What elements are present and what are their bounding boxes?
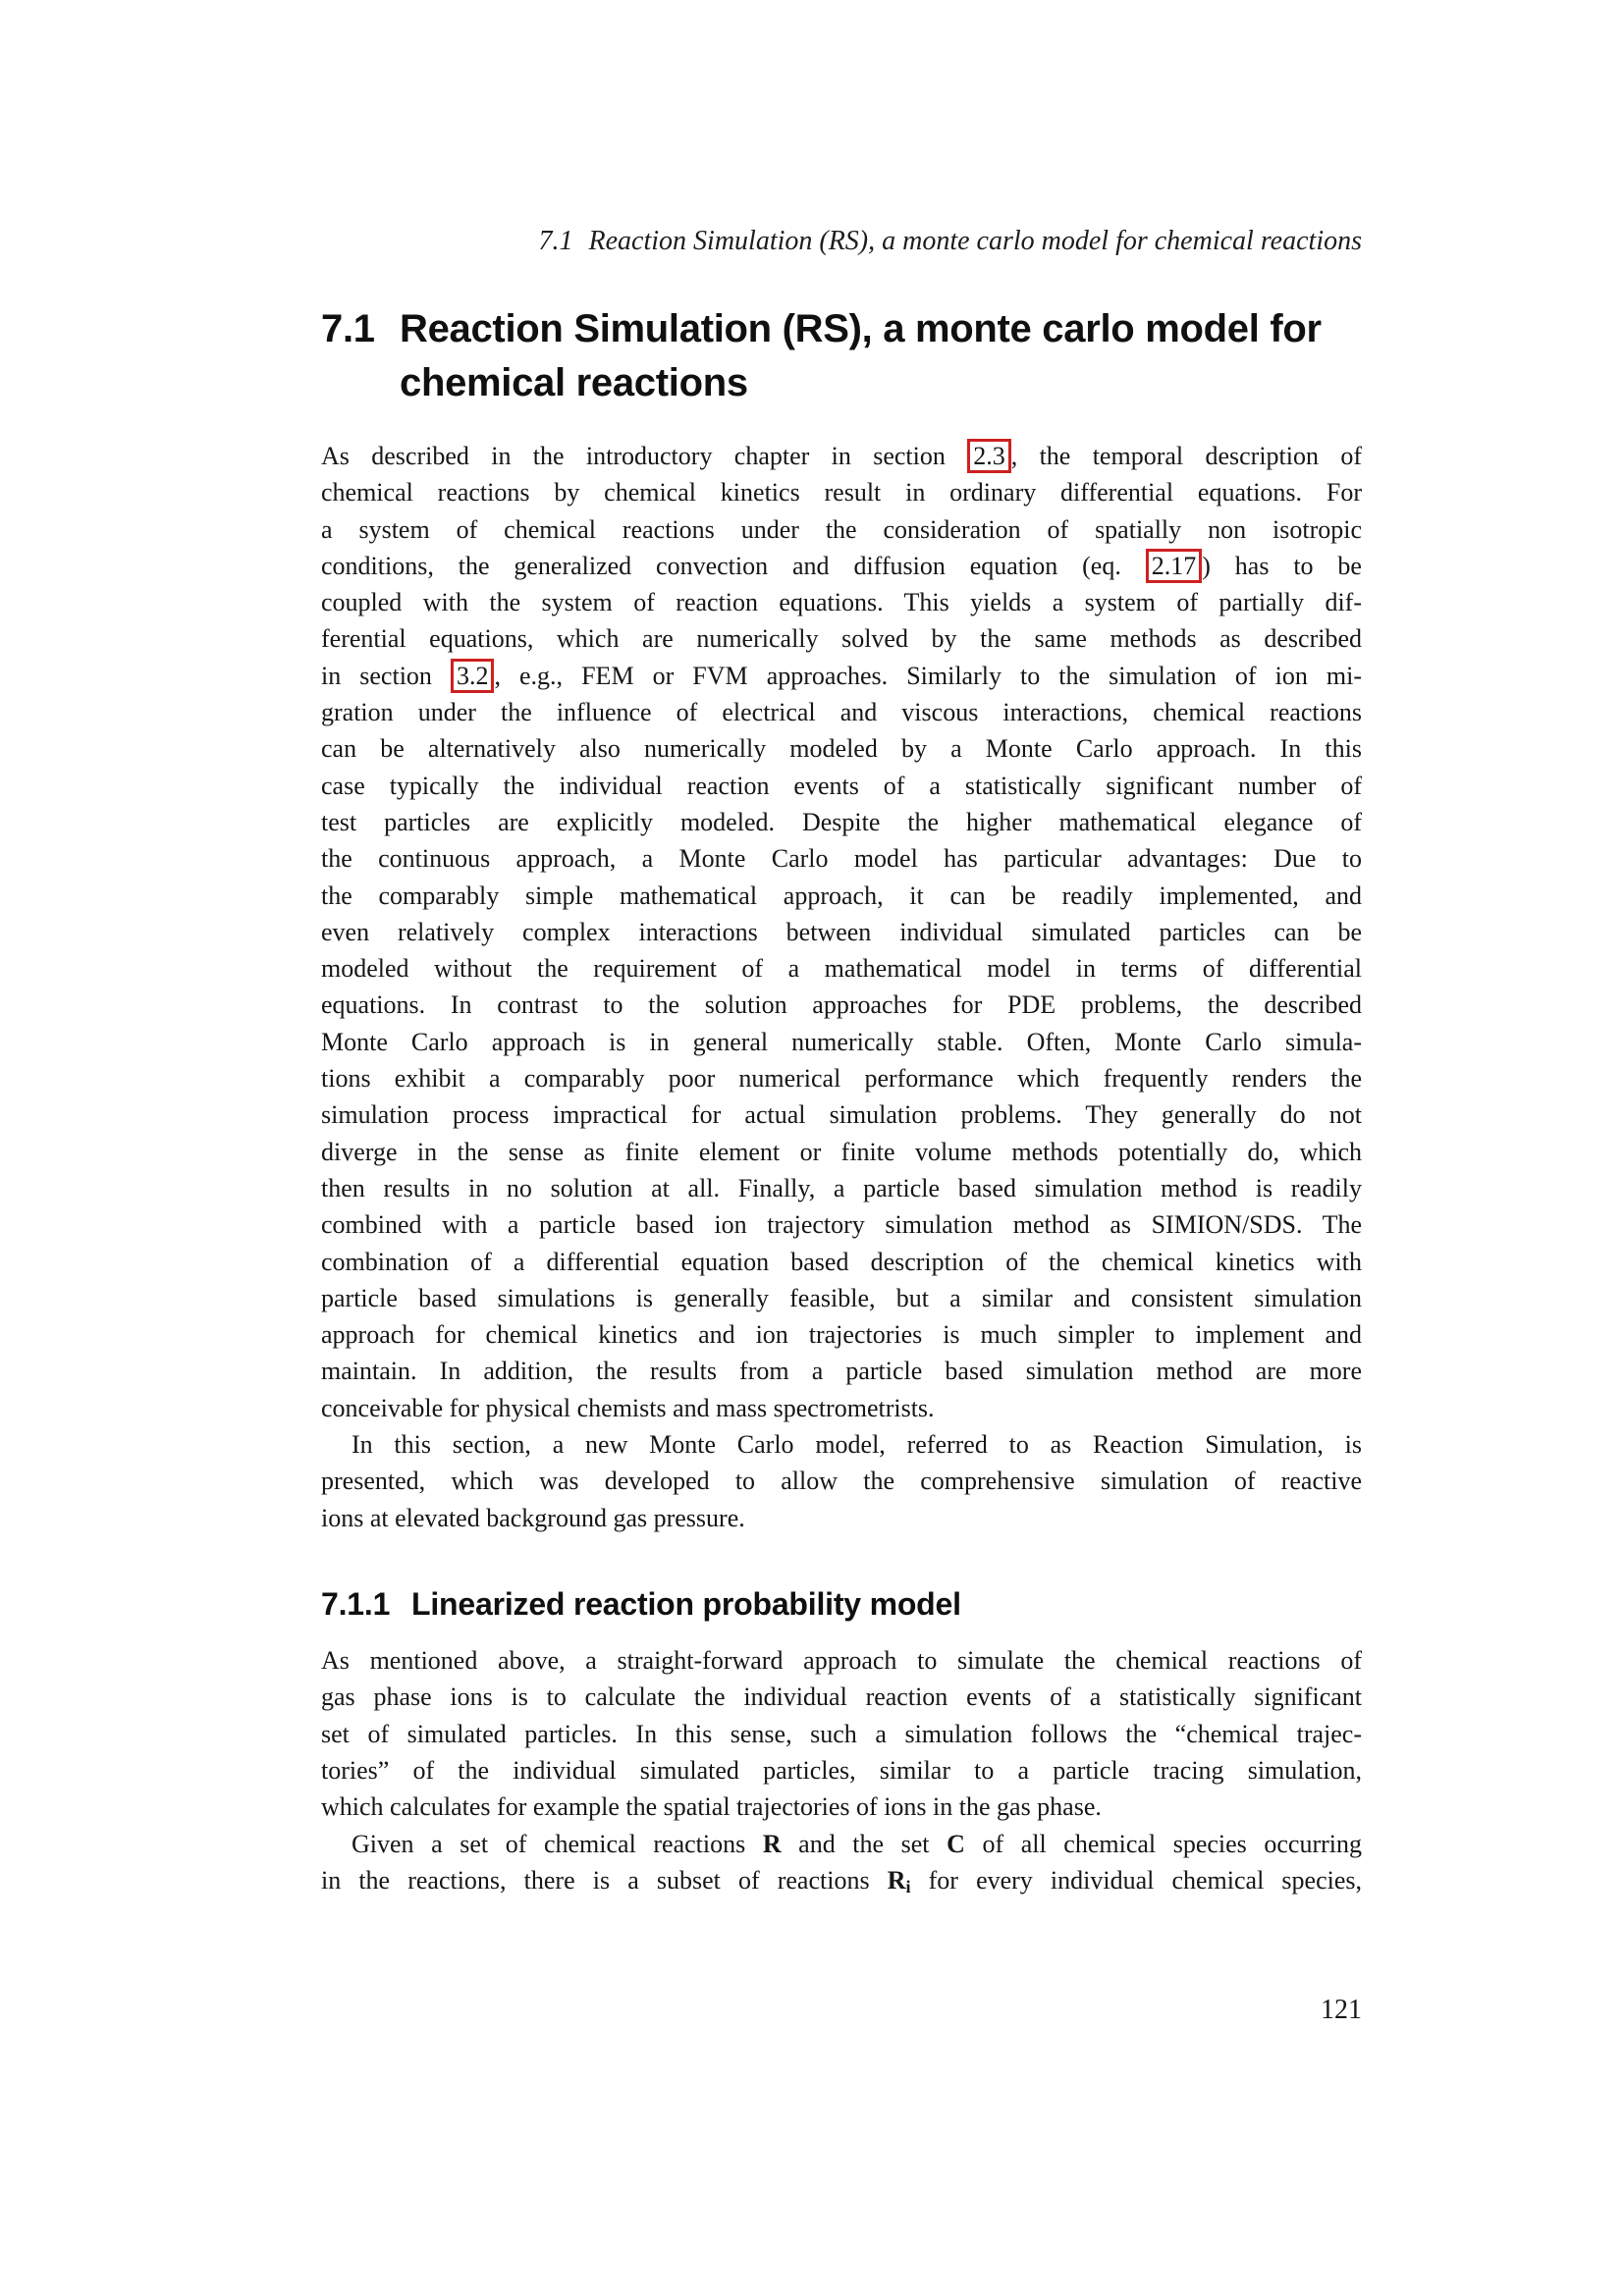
math-symbol: C bbox=[947, 1830, 965, 1858]
text-line bbox=[321, 1390, 1362, 1426]
text-line bbox=[321, 878, 1362, 914]
text-segment: combination of a differential equation based description of the chemical kinetics with bbox=[321, 1247, 1362, 1276]
text-segment: the comparably simple mathematical approach, it can be readily implemented, and bbox=[321, 881, 1362, 910]
text-line bbox=[321, 1789, 1362, 1825]
text-segment: gas phase ions is to calculate the individual reaction events of a statistically significant bbox=[321, 1682, 1362, 1712]
math-symbol: i bbox=[905, 1877, 911, 1897]
text-line bbox=[321, 840, 1362, 877]
text-segment: modeled without the requirement of a mathematical model in terms of differential bbox=[321, 954, 1362, 984]
text-line bbox=[321, 1716, 1362, 1752]
paragraph-linearized-model bbox=[321, 1642, 1362, 1825]
text-segment: set of simulated particles. In this sense, such a simulation follows the “chemical trajec- bbox=[321, 1719, 1362, 1748]
text-segment: the continuous approach, a Monte Carlo model has particular advantages: Due to bbox=[321, 844, 1362, 874]
text-line bbox=[321, 1500, 1362, 1536]
text-line bbox=[321, 730, 1362, 767]
text-segment: ions at elevated background gas pressure. bbox=[321, 1503, 745, 1532]
text-segment: Given a set of chemical reactions bbox=[352, 1830, 763, 1858]
text-line bbox=[321, 584, 1362, 620]
text-segment: simulation process impractical for actual simulation problems. They generally do not bbox=[321, 1100, 1362, 1130]
text-line bbox=[321, 548, 1362, 584]
text-line bbox=[321, 474, 1362, 510]
running-header bbox=[321, 225, 1362, 258]
page-number: 121 bbox=[1321, 1995, 1362, 2025]
text-segment: tions exhibit a comparably poor numerical performance which frequently renders the bbox=[321, 1064, 1362, 1094]
text-line bbox=[321, 694, 1362, 730]
text-line bbox=[321, 1024, 1362, 1060]
text-line bbox=[321, 1316, 1362, 1353]
text-line bbox=[321, 438, 1362, 474]
text-segment: and the set bbox=[781, 1830, 947, 1858]
section-ref-link[interactable]: 2.17 bbox=[1146, 549, 1203, 583]
text-line bbox=[321, 1826, 1362, 1862]
text-segment: approach for chemical kinetics and ion trajectories is much simpler to implement and bbox=[321, 1320, 1362, 1350]
section-heading-line1 bbox=[321, 302, 1499, 356]
text-segment: conditions, the generalized convection and diffusion equation (eq. bbox=[321, 551, 1146, 580]
running-header-title: Reaction Simulation (RS), a monte carlo model for chemical reactions bbox=[588, 226, 1362, 256]
text-line bbox=[321, 987, 1362, 1023]
text-line bbox=[321, 950, 1362, 987]
paragraph-intro bbox=[321, 438, 1362, 1426]
text-segment: diverge in the sense as finite element or finite volume methods potentially do, which bbox=[321, 1137, 1362, 1166]
text-line bbox=[321, 658, 1362, 694]
text-line bbox=[321, 1679, 1362, 1715]
text-line bbox=[321, 1206, 1362, 1243]
text-segment: in section bbox=[321, 661, 451, 690]
text-line bbox=[321, 620, 1362, 657]
text-line bbox=[321, 1426, 1362, 1463]
text-line bbox=[321, 1752, 1362, 1789]
text-segment: As mentioned above, a straight-forward approach to simulate the chemical reactions of bbox=[321, 1646, 1362, 1675]
text-segment: in the reactions, there is a subset of reactions bbox=[321, 1866, 888, 1896]
math-symbol: R bbox=[887, 1866, 906, 1896]
math-symbol: R bbox=[762, 1830, 782, 1858]
text-line bbox=[321, 1060, 1362, 1096]
section-heading bbox=[321, 302, 1499, 410]
text-segment: In this section, a new Monte Carlo model, referred to as Reaction Simulation, is bbox=[352, 1430, 1362, 1459]
text-line bbox=[321, 1642, 1362, 1679]
text-segment: case typically the individual reaction events of a statistically significant number of bbox=[321, 771, 1362, 800]
section-number: 7.1 bbox=[321, 307, 375, 350]
text-line bbox=[321, 1280, 1362, 1316]
section-title-line2: chemical reactions bbox=[400, 361, 748, 404]
section-ref-link[interactable]: 3.2 bbox=[451, 659, 495, 693]
text-segment: combined with a particle based ion trajectory simulation method as SIMION/SDS. The bbox=[321, 1210, 1362, 1240]
section-ref-link[interactable]: 2.3 bbox=[967, 439, 1011, 473]
text-segment: chemical reactions by chemical kinetics result in ordinary differential equations. For bbox=[321, 478, 1362, 507]
text-segment: coupled with the system of reaction equations. This yields a system of partially dif- bbox=[321, 588, 1362, 617]
text-segment: conceivable for physical chemists and mass spectrometrists. bbox=[321, 1393, 935, 1422]
text-segment: particle based simulations is generally feasible, but a similar and consistent simulation bbox=[321, 1283, 1362, 1312]
text-segment: , e.g., FEM or FVM approaches. Similarly to the simulation of ion mi- bbox=[494, 661, 1362, 690]
text-line bbox=[321, 768, 1362, 804]
text-line bbox=[321, 1463, 1362, 1499]
paragraph-this-section bbox=[321, 1426, 1362, 1536]
text-segment: As described in the introductory chapter in section bbox=[321, 442, 968, 470]
text-line bbox=[321, 804, 1362, 840]
text-line bbox=[321, 1862, 1362, 1898]
text-segment: tories” of the individual simulated particles, similar to a particle tracing simulation, bbox=[321, 1755, 1362, 1785]
text-line bbox=[321, 1096, 1362, 1133]
text-segment: can be alternatively also numerically modeled by a Monte Carlo approach. In this bbox=[321, 734, 1362, 764]
text-line bbox=[321, 1353, 1362, 1389]
text-segment: ferential equations, which are numerically solved by the same methods as described bbox=[321, 624, 1362, 654]
text-line bbox=[321, 1244, 1362, 1280]
text-segment: even relatively complex interactions between individual simulated particles can be bbox=[321, 917, 1362, 946]
text-line bbox=[321, 511, 1362, 548]
subsection-heading bbox=[321, 1583, 1401, 1625]
text-segment: , the temporal description of bbox=[1010, 442, 1363, 470]
text-segment: a system of chemical reactions under the consideration of spatially non isotropic bbox=[321, 514, 1362, 544]
text-line bbox=[321, 1170, 1362, 1206]
text-segment: which calculates for example the spatial trajectories of ions in the gas phase. bbox=[321, 1792, 1102, 1822]
text-segment: maintain. In addition, the results from a particle based simulation method are more bbox=[321, 1357, 1362, 1386]
text-segment: of all chemical species occurring bbox=[964, 1830, 1363, 1858]
text-line bbox=[321, 1134, 1362, 1170]
text-segment: test particles are explicitly modeled. Despite the higher mathematical elegance of bbox=[321, 807, 1362, 836]
text-segment: gration under the influence of electrical and viscous interactions, chemical reactions bbox=[321, 698, 1362, 727]
text-segment: Monte Carlo approach is in general numerically stable. Often, Monte Carlo simula- bbox=[321, 1027, 1362, 1056]
text-segment: then results in no solution at all. Finally, a particle based simulation method is readily bbox=[321, 1173, 1362, 1202]
text-segment: ) has to be bbox=[1202, 551, 1362, 580]
section-title-line1: Reaction Simulation (RS), a monte carlo model for bbox=[400, 307, 1322, 350]
subsection-number: 7.1.1 bbox=[321, 1586, 391, 1622]
text-segment: equations. In contrast to the solution approaches for PDE problems, the described bbox=[321, 990, 1362, 1020]
subsection-title: Linearized reaction probability model bbox=[411, 1586, 961, 1622]
text-segment: for every individual chemical species, bbox=[910, 1866, 1362, 1896]
paragraph-reaction-sets bbox=[321, 1826, 1362, 1899]
running-header-number: 7.1 bbox=[538, 226, 573, 256]
text-segment: presented, which was developed to allow the comprehensive simulation of reactive bbox=[321, 1467, 1362, 1496]
text-line bbox=[321, 914, 1362, 950]
